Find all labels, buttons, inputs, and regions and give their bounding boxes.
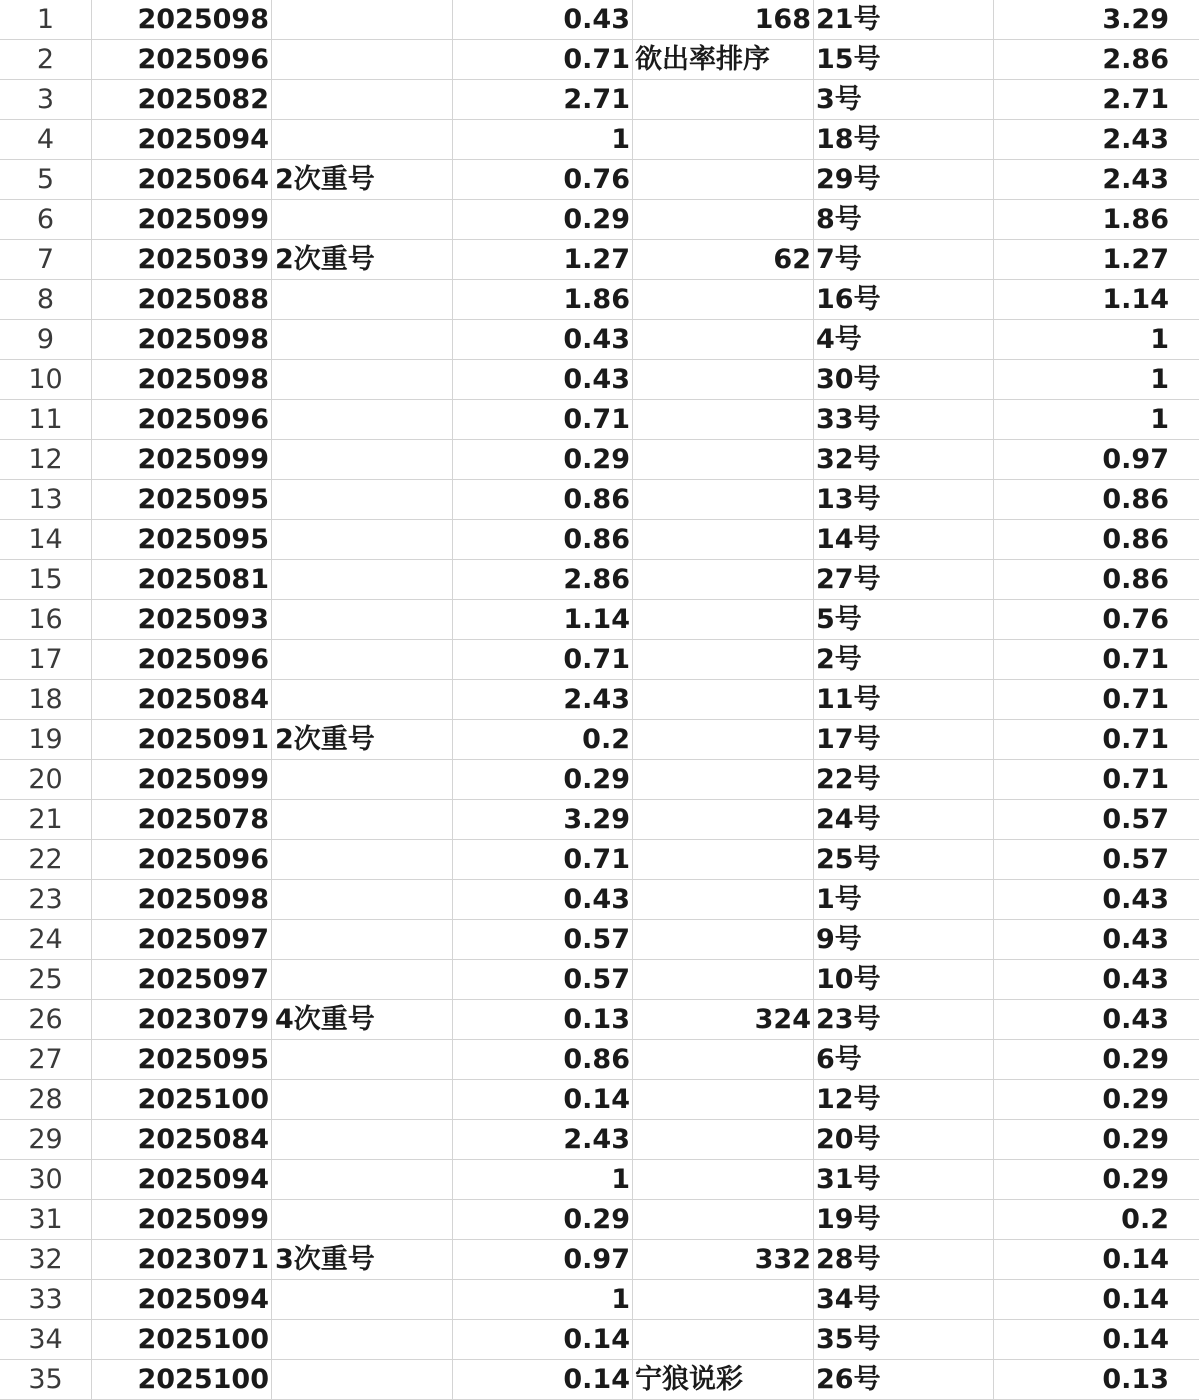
- number-cell[interactable]: 20号: [814, 1120, 994, 1160]
- note-cell[interactable]: [272, 80, 453, 120]
- rate-cell[interactable]: 1.14: [453, 600, 633, 640]
- row-number-cell[interactable]: 30: [0, 1160, 92, 1200]
- table-row: [0, 0, 1199, 40]
- number-cell[interactable]: 26号: [814, 1360, 994, 1400]
- row-number-cell[interactable]: 8: [0, 280, 92, 320]
- note-cell[interactable]: [272, 280, 453, 320]
- value-cell[interactable]: 1: [994, 400, 1199, 440]
- extra-cell[interactable]: 324: [633, 1000, 814, 1040]
- row-number-cell[interactable]: 12: [0, 440, 92, 480]
- rate-cell[interactable]: 0.14: [453, 1080, 633, 1120]
- note-cell[interactable]: [272, 560, 453, 600]
- row-number-cell[interactable]: 9: [0, 320, 92, 360]
- row-number-cell[interactable]: 5: [0, 160, 92, 200]
- number-cell[interactable]: 27号: [814, 560, 994, 600]
- number-cell[interactable]: 12号: [814, 1080, 994, 1120]
- note-cell[interactable]: [272, 440, 453, 480]
- rate-cell[interactable]: 0.13: [453, 1000, 633, 1040]
- extra-cell[interactable]: 168: [633, 0, 814, 40]
- value-cell[interactable]: 0.14: [994, 1240, 1199, 1280]
- issue-cell[interactable]: 2025094: [92, 1280, 272, 1320]
- table-row: [0, 200, 1199, 240]
- value-cell[interactable]: 0.71: [994, 760, 1199, 800]
- issue-cell[interactable]: 2025095: [92, 520, 272, 560]
- issue-cell[interactable]: 2025091: [92, 720, 272, 760]
- value-cell[interactable]: 1.86: [994, 200, 1199, 240]
- issue-cell[interactable]: 2025095: [92, 480, 272, 520]
- table-row: [0, 1000, 1199, 1040]
- number-cell[interactable]: 35号: [814, 1320, 994, 1360]
- extra-cell[interactable]: [633, 1320, 814, 1360]
- issue-cell[interactable]: 2025093: [92, 600, 272, 640]
- row-number-cell[interactable]: 20: [0, 760, 92, 800]
- extra-cell[interactable]: [633, 680, 814, 720]
- note-cell[interactable]: [272, 320, 453, 360]
- number-cell[interactable]: 2号: [814, 640, 994, 680]
- note-cell[interactable]: 2次重号: [272, 240, 453, 280]
- note-cell[interactable]: [272, 40, 453, 80]
- extra-cell[interactable]: 62: [633, 240, 814, 280]
- number-cell[interactable]: 6号: [814, 1040, 994, 1080]
- issue-cell[interactable]: 2025064: [92, 160, 272, 200]
- table-row: [0, 480, 1199, 520]
- number-cell[interactable]: 18号: [814, 120, 994, 160]
- value-cell[interactable]: 0.71: [994, 680, 1199, 720]
- extra-cell[interactable]: [633, 600, 814, 640]
- table-row: [0, 160, 1199, 200]
- issue-cell[interactable]: 2025098: [92, 880, 272, 920]
- row-number-cell[interactable]: 21: [0, 800, 92, 840]
- issue-cell[interactable]: 2025082: [92, 80, 272, 120]
- value-cell[interactable]: 0.71: [994, 640, 1199, 680]
- rate-cell[interactable]: 0.71: [453, 840, 633, 880]
- issue-cell[interactable]: 2025094: [92, 120, 272, 160]
- number-cell[interactable]: 31号: [814, 1160, 994, 1200]
- extra-cell[interactable]: [633, 200, 814, 240]
- rate-cell[interactable]: 0.14: [453, 1320, 633, 1360]
- rate-cell[interactable]: 0.43: [453, 880, 633, 920]
- note-cell[interactable]: [272, 0, 453, 40]
- rate-cell[interactable]: 1: [453, 120, 633, 160]
- row-number-cell[interactable]: 25: [0, 960, 92, 1000]
- note-cell[interactable]: 2次重号: [272, 160, 453, 200]
- table-row: [0, 560, 1199, 600]
- rate-cell[interactable]: 1: [453, 1280, 633, 1320]
- table-row: [0, 600, 1199, 640]
- rate-cell[interactable]: 0.29: [453, 200, 633, 240]
- number-cell[interactable]: 5号: [814, 600, 994, 640]
- value-cell[interactable]: 0.13: [994, 1360, 1199, 1400]
- row-number-cell[interactable]: 29: [0, 1120, 92, 1160]
- number-cell[interactable]: 1号: [814, 880, 994, 920]
- note-cell[interactable]: [272, 1120, 453, 1160]
- table-row: [0, 800, 1199, 840]
- extra-cell[interactable]: [633, 1080, 814, 1120]
- extra-cell[interactable]: [633, 720, 814, 760]
- extra-cell[interactable]: [633, 1120, 814, 1160]
- row-number-cell[interactable]: 15: [0, 560, 92, 600]
- value-cell[interactable]: 2.71: [994, 80, 1199, 120]
- value-cell[interactable]: 2.43: [994, 160, 1199, 200]
- table-row: [0, 920, 1199, 960]
- value-cell[interactable]: 0.29: [994, 1120, 1199, 1160]
- row-number-cell[interactable]: 17: [0, 640, 92, 680]
- rate-cell[interactable]: 0.29: [453, 760, 633, 800]
- rate-cell[interactable]: 2.86: [453, 560, 633, 600]
- extra-cell[interactable]: [633, 800, 814, 840]
- number-cell[interactable]: 34号: [814, 1280, 994, 1320]
- number-cell[interactable]: 17号: [814, 720, 994, 760]
- rate-cell[interactable]: 0.71: [453, 640, 633, 680]
- issue-cell[interactable]: 2025088: [92, 280, 272, 320]
- note-cell[interactable]: [272, 640, 453, 680]
- extra-cell[interactable]: [633, 280, 814, 320]
- extra-cell[interactable]: [633, 480, 814, 520]
- number-cell[interactable]: 24号: [814, 800, 994, 840]
- issue-cell[interactable]: 2025097: [92, 960, 272, 1000]
- value-cell[interactable]: 0.2: [994, 1200, 1199, 1240]
- value-cell[interactable]: 0.43: [994, 920, 1199, 960]
- issue-cell[interactable]: 2025084: [92, 1120, 272, 1160]
- number-cell[interactable]: 28号: [814, 1240, 994, 1280]
- value-cell[interactable]: 0.29: [994, 1040, 1199, 1080]
- note-cell[interactable]: [272, 680, 453, 720]
- issue-cell[interactable]: 2025096: [92, 400, 272, 440]
- rate-cell[interactable]: 0.71: [453, 400, 633, 440]
- issue-cell[interactable]: 2025094: [92, 1160, 272, 1200]
- rate-cell[interactable]: 0.14: [453, 1360, 633, 1400]
- row-number-cell[interactable]: 16: [0, 600, 92, 640]
- number-cell[interactable]: 10号: [814, 960, 994, 1000]
- row-number-cell[interactable]: 6: [0, 200, 92, 240]
- row-number-cell[interactable]: 24: [0, 920, 92, 960]
- rate-cell[interactable]: 0.86: [453, 520, 633, 560]
- issue-cell[interactable]: 2025099: [92, 440, 272, 480]
- issue-cell[interactable]: 2025099: [92, 200, 272, 240]
- issue-cell[interactable]: 2025098: [92, 0, 272, 40]
- extra-cell[interactable]: 宁狼说彩: [633, 1360, 814, 1400]
- table-row: [0, 1040, 1199, 1080]
- rate-cell[interactable]: 0.57: [453, 960, 633, 1000]
- table-row: [0, 80, 1199, 120]
- value-cell[interactable]: 0.86: [994, 520, 1199, 560]
- table-row: [0, 320, 1199, 360]
- rate-cell[interactable]: 1.86: [453, 280, 633, 320]
- extra-cell[interactable]: [633, 1280, 814, 1320]
- rate-cell[interactable]: 0.43: [453, 320, 633, 360]
- row-number-cell[interactable]: 14: [0, 520, 92, 560]
- rate-cell[interactable]: 1.27: [453, 240, 633, 280]
- number-cell[interactable]: 3号: [814, 80, 994, 120]
- number-cell[interactable]: 7号: [814, 240, 994, 280]
- row-number-cell[interactable]: 2: [0, 40, 92, 80]
- extra-cell[interactable]: 欲出率排序: [633, 40, 814, 80]
- number-cell[interactable]: 4号: [814, 320, 994, 360]
- note-cell[interactable]: [272, 480, 453, 520]
- value-cell[interactable]: 3.29: [994, 0, 1199, 40]
- number-cell[interactable]: 33号: [814, 400, 994, 440]
- value-cell[interactable]: 0.71: [994, 720, 1199, 760]
- extra-cell[interactable]: [633, 1040, 814, 1080]
- issue-cell[interactable]: 2025039: [92, 240, 272, 280]
- row-number-cell[interactable]: 26: [0, 1000, 92, 1040]
- issue-cell[interactable]: 2025078: [92, 800, 272, 840]
- table-row: [0, 120, 1199, 160]
- row-number-cell[interactable]: 34: [0, 1320, 92, 1360]
- issue-cell[interactable]: 2025096: [92, 640, 272, 680]
- issue-cell[interactable]: 2025096: [92, 40, 272, 80]
- number-cell[interactable]: 30号: [814, 360, 994, 400]
- note-cell[interactable]: [272, 960, 453, 1000]
- row-number-cell[interactable]: 13: [0, 480, 92, 520]
- row-number-cell[interactable]: 11: [0, 400, 92, 440]
- extra-cell[interactable]: [633, 760, 814, 800]
- extra-cell[interactable]: [633, 80, 814, 120]
- table-row: [0, 680, 1199, 720]
- value-cell[interactable]: 0.57: [994, 800, 1199, 840]
- table-row: [0, 1120, 1199, 1160]
- table-row: [0, 360, 1199, 400]
- issue-cell[interactable]: 2025095: [92, 1040, 272, 1080]
- note-cell[interactable]: [272, 400, 453, 440]
- rate-cell[interactable]: 0.86: [453, 1040, 633, 1080]
- value-cell[interactable]: 0.29: [994, 1160, 1199, 1200]
- extra-cell[interactable]: [633, 440, 814, 480]
- row-number-cell[interactable]: 4: [0, 120, 92, 160]
- rate-cell[interactable]: 0.43: [453, 0, 633, 40]
- number-cell[interactable]: 8号: [814, 200, 994, 240]
- table-row: [0, 960, 1199, 1000]
- number-cell[interactable]: 21号: [814, 0, 994, 40]
- issue-cell[interactable]: 2025099: [92, 760, 272, 800]
- rate-cell[interactable]: 0.86: [453, 480, 633, 520]
- table-row: [0, 280, 1199, 320]
- value-cell[interactable]: 1: [994, 360, 1199, 400]
- extra-cell[interactable]: [633, 960, 814, 1000]
- rate-cell[interactable]: 3.29: [453, 800, 633, 840]
- extra-cell[interactable]: [633, 1160, 814, 1200]
- note-cell[interactable]: [272, 1160, 453, 1200]
- rate-cell[interactable]: 0.29: [453, 1200, 633, 1240]
- row-number-cell[interactable]: 23: [0, 880, 92, 920]
- row-number-cell[interactable]: 33: [0, 1280, 92, 1320]
- note-cell[interactable]: [272, 840, 453, 880]
- extra-cell[interactable]: [633, 320, 814, 360]
- note-cell[interactable]: [272, 920, 453, 960]
- issue-cell[interactable]: 2025096: [92, 840, 272, 880]
- row-number-cell[interactable]: 19: [0, 720, 92, 760]
- rate-cell[interactable]: 2.43: [453, 680, 633, 720]
- note-cell[interactable]: [272, 800, 453, 840]
- issue-cell[interactable]: 2025099: [92, 1200, 272, 1240]
- number-cell[interactable]: 13号: [814, 480, 994, 520]
- table-row: [0, 1080, 1199, 1120]
- table-row: [0, 640, 1199, 680]
- table-row: [0, 1360, 1199, 1400]
- extra-cell[interactable]: [633, 120, 814, 160]
- rate-cell[interactable]: 0.97: [453, 1240, 633, 1280]
- extra-cell[interactable]: 332: [633, 1240, 814, 1280]
- note-cell[interactable]: [272, 1080, 453, 1120]
- note-cell[interactable]: [272, 520, 453, 560]
- row-number-cell[interactable]: 3: [0, 80, 92, 120]
- rate-cell[interactable]: 0.76: [453, 160, 633, 200]
- number-cell[interactable]: 19号: [814, 1200, 994, 1240]
- issue-cell[interactable]: 2025100: [92, 1360, 272, 1400]
- rate-cell[interactable]: 0.71: [453, 40, 633, 80]
- note-cell[interactable]: [272, 200, 453, 240]
- table-row: [0, 440, 1199, 480]
- value-cell[interactable]: 0.57: [994, 840, 1199, 880]
- value-cell[interactable]: 0.14: [994, 1320, 1199, 1360]
- value-cell[interactable]: 1.14: [994, 280, 1199, 320]
- value-cell[interactable]: 0.43: [994, 1000, 1199, 1040]
- number-cell[interactable]: 25号: [814, 840, 994, 880]
- number-cell[interactable]: 9号: [814, 920, 994, 960]
- table-row: [0, 840, 1199, 880]
- row-number-cell[interactable]: 32: [0, 1240, 92, 1280]
- row-number-cell[interactable]: 10: [0, 360, 92, 400]
- issue-cell[interactable]: 2023071: [92, 1240, 272, 1280]
- extra-cell[interactable]: [633, 880, 814, 920]
- row-number-cell[interactable]: 22: [0, 840, 92, 880]
- issue-cell[interactable]: 2025100: [92, 1080, 272, 1120]
- number-cell[interactable]: 14号: [814, 520, 994, 560]
- note-cell[interactable]: [272, 1200, 453, 1240]
- issue-cell[interactable]: 2025098: [92, 360, 272, 400]
- table-row: [0, 400, 1199, 440]
- row-number-cell[interactable]: 31: [0, 1200, 92, 1240]
- value-cell[interactable]: 1: [994, 320, 1199, 360]
- note-cell[interactable]: [272, 360, 453, 400]
- value-cell[interactable]: 0.76: [994, 600, 1199, 640]
- extra-cell[interactable]: [633, 1200, 814, 1240]
- rate-cell[interactable]: 2.43: [453, 1120, 633, 1160]
- row-number-cell[interactable]: 35: [0, 1360, 92, 1400]
- extra-cell[interactable]: [633, 160, 814, 200]
- extra-cell[interactable]: [633, 360, 814, 400]
- rate-cell[interactable]: 1: [453, 1160, 633, 1200]
- extra-cell[interactable]: [633, 840, 814, 880]
- note-cell[interactable]: [272, 1360, 453, 1400]
- number-cell[interactable]: 15号: [814, 40, 994, 80]
- issue-cell[interactable]: 2025097: [92, 920, 272, 960]
- note-cell[interactable]: [272, 880, 453, 920]
- number-cell[interactable]: 29号: [814, 160, 994, 200]
- table-row: [0, 1160, 1199, 1200]
- issue-cell[interactable]: 2023079: [92, 1000, 272, 1040]
- rate-cell[interactable]: 0.43: [453, 360, 633, 400]
- extra-cell[interactable]: [633, 560, 814, 600]
- row-number-cell[interactable]: 7: [0, 240, 92, 280]
- note-cell[interactable]: [272, 760, 453, 800]
- table-row: [0, 1200, 1199, 1240]
- rate-cell[interactable]: 0.57: [453, 920, 633, 960]
- table-row: [0, 1320, 1199, 1360]
- number-cell[interactable]: 11号: [814, 680, 994, 720]
- table-row: [0, 40, 1199, 80]
- value-cell[interactable]: 0.14: [994, 1280, 1199, 1320]
- note-cell[interactable]: [272, 1280, 453, 1320]
- value-cell[interactable]: 0.43: [994, 880, 1199, 920]
- value-cell[interactable]: 2.86: [994, 40, 1199, 80]
- row-number-cell[interactable]: 18: [0, 680, 92, 720]
- number-cell[interactable]: 22号: [814, 760, 994, 800]
- rate-cell[interactable]: 0.2: [453, 720, 633, 760]
- value-cell[interactable]: 0.29: [994, 1080, 1199, 1120]
- table-row: [0, 880, 1199, 920]
- row-number-cell[interactable]: 1: [0, 0, 92, 40]
- note-cell[interactable]: 2次重号: [272, 720, 453, 760]
- number-cell[interactable]: 23号: [814, 1000, 994, 1040]
- note-cell[interactable]: [272, 600, 453, 640]
- extra-cell[interactable]: [633, 400, 814, 440]
- issue-cell[interactable]: 2025081: [92, 560, 272, 600]
- rate-cell[interactable]: 0.29: [453, 440, 633, 480]
- table-row: [0, 760, 1199, 800]
- value-cell[interactable]: 0.86: [994, 480, 1199, 520]
- extra-cell[interactable]: [633, 640, 814, 680]
- table-row: [0, 240, 1199, 280]
- row-number-cell[interactable]: 27: [0, 1040, 92, 1080]
- note-cell[interactable]: [272, 120, 453, 160]
- number-cell[interactable]: 32号: [814, 440, 994, 480]
- table-row: [0, 1240, 1199, 1280]
- note-cell[interactable]: 4次重号: [272, 1000, 453, 1040]
- value-cell[interactable]: 0.97: [994, 440, 1199, 480]
- table-row: [0, 720, 1199, 760]
- table-row: [0, 1280, 1199, 1320]
- number-cell[interactable]: 16号: [814, 280, 994, 320]
- issue-cell[interactable]: 2025098: [92, 320, 272, 360]
- issue-cell[interactable]: 2025100: [92, 1320, 272, 1360]
- value-cell[interactable]: 2.43: [994, 120, 1199, 160]
- note-cell[interactable]: [272, 1320, 453, 1360]
- note-cell[interactable]: [272, 1040, 453, 1080]
- value-cell[interactable]: 0.86: [994, 560, 1199, 600]
- row-number-cell[interactable]: 28: [0, 1080, 92, 1120]
- issue-cell[interactable]: 2025084: [92, 680, 272, 720]
- value-cell[interactable]: 0.43: [994, 960, 1199, 1000]
- value-cell[interactable]: 1.27: [994, 240, 1199, 280]
- note-cell[interactable]: 3次重号: [272, 1240, 453, 1280]
- table-row: [0, 520, 1199, 560]
- extra-cell[interactable]: [633, 920, 814, 960]
- extra-cell[interactable]: [633, 520, 814, 560]
- rate-cell[interactable]: 2.71: [453, 80, 633, 120]
